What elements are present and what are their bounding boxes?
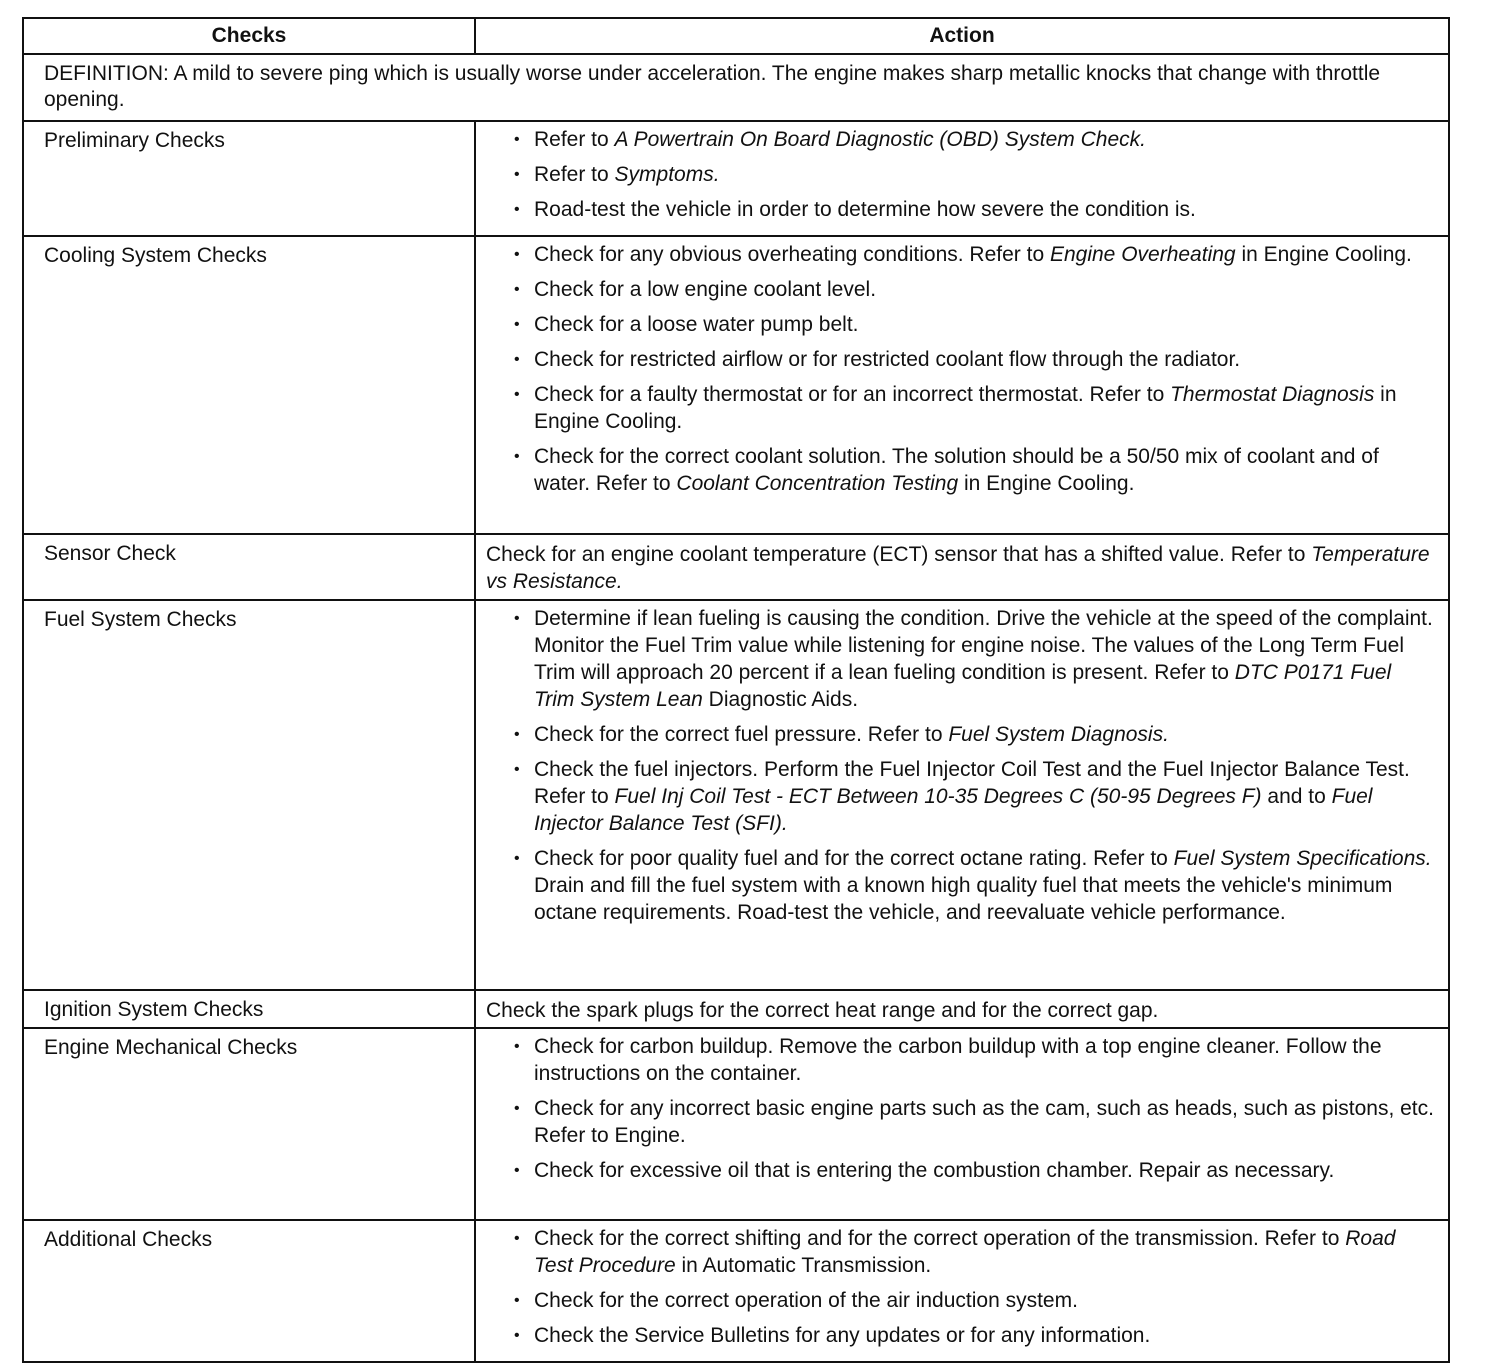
reference-link-text: Engine Overheating xyxy=(1049,243,1236,266)
action-item xyxy=(534,605,1436,713)
action-item xyxy=(534,1287,1436,1314)
reference-link-text: Road Test Procedure xyxy=(534,1227,1396,1277)
action-item xyxy=(534,443,1436,497)
text-segment: Diagnostic Aids. xyxy=(702,688,859,711)
reference-link-text: Fuel System Diagnosis. xyxy=(948,723,1169,746)
action-item xyxy=(534,1157,1436,1184)
text-segment: in Automatic Transmission. xyxy=(675,1254,932,1277)
text-segment: Check the spark plugs for the correct heat range and for the correct gap. xyxy=(486,999,1159,1022)
action-item xyxy=(534,721,1436,748)
text-segment: Check the fuel injectors. Perform the Fuel Injector Coil Test and the Fuel Injector Balance Test. Refer to xyxy=(534,758,1410,808)
text-segment: Check for a loose water pump belt. xyxy=(534,313,859,336)
text-segment: Check for an engine coolant temperature (ECT) sensor that has a shifted value. Refer to xyxy=(486,543,1312,566)
action-item xyxy=(534,126,1436,153)
action-list xyxy=(476,237,1448,509)
action-list xyxy=(476,1029,1448,1196)
table-row xyxy=(23,1220,1449,1362)
action-cell xyxy=(475,1028,1449,1220)
text-segment: in Engine Cooling. xyxy=(534,383,1397,433)
text-segment: Drain and fill the fuel system with a known high quality fuel that meets the vehicle's minimum octane requirements. Road-test the vehicle, and reevaluate vehicle performance. xyxy=(534,874,1393,924)
action-list xyxy=(476,1221,1448,1361)
reference-link-text: Temperature vs Resistance. xyxy=(486,543,1430,593)
action-header: Action xyxy=(475,18,1449,54)
reference-link-text: Thermostat Diagnosis xyxy=(1170,383,1375,406)
action-cell xyxy=(475,990,1449,1028)
table-row xyxy=(23,600,1449,990)
table-row xyxy=(23,236,1449,534)
action-cell xyxy=(475,236,1449,534)
text-segment: in Engine Cooling. xyxy=(958,472,1135,495)
action-list xyxy=(476,601,1448,938)
text-segment: Check for a low engine coolant level. xyxy=(534,278,877,301)
text-segment: Determine if lean fueling is causing the condition. Drive the vehicle at the speed of the complaint. Monitor the Fuel Trim value while listening for engine noise. The values of the Long Term Fuel Trim will approach 20 percent if a lean fueling condition is present. Refer to xyxy=(534,607,1433,684)
action-cell xyxy=(475,121,1449,236)
text-segment: and to xyxy=(1261,785,1332,808)
action-item xyxy=(534,1033,1436,1087)
text-segment: Check for the correct fuel pressure. Refer to xyxy=(534,723,949,746)
text-segment: Check for the correct shifting and for the correct operation of the transmission. Refer to xyxy=(534,1227,1346,1250)
reference-link-text: DTC P0171 Fuel Trim System Lean xyxy=(534,661,1392,711)
reference-link-text: Fuel System Specifications. xyxy=(1173,847,1432,870)
action-item xyxy=(534,756,1436,837)
check-name: Ignition System Checks xyxy=(23,990,475,1028)
text-segment: in Engine Cooling. xyxy=(1235,243,1412,266)
action-item xyxy=(534,311,1436,338)
text-segment: Check for restricted airflow or for restricted coolant flow through the radiator. xyxy=(534,348,1241,371)
text-segment: Check for a faulty thermostat or for an incorrect thermostat. Refer to xyxy=(534,383,1171,406)
action-item xyxy=(534,845,1436,926)
check-name: Preliminary Checks xyxy=(23,121,475,236)
table-row xyxy=(23,1028,1449,1220)
text-segment: Refer to xyxy=(534,128,615,151)
reference-link-text: Fuel Injector Balance Test (SFI). xyxy=(534,785,1373,835)
action-cell xyxy=(475,600,1449,990)
text-segment: Check for any obvious overheating conditions. Refer to xyxy=(534,243,1050,266)
check-name: Sensor Check xyxy=(23,534,475,600)
text-segment: Check for the correct coolant solution. The solution should be a 50/50 mix of coolant and of water. Refer to xyxy=(534,445,1379,495)
text-segment: Check for excessive oil that is entering the combustion chamber. Repair as necessary. xyxy=(534,1159,1335,1182)
text-segment: Check for the correct operation of the air induction system. xyxy=(534,1289,1078,1312)
header-row xyxy=(23,18,1449,54)
reference-link-text: A Powertrain On Board Diagnostic (OBD) System Check. xyxy=(614,128,1146,151)
action-cell xyxy=(475,1220,1449,1362)
text-segment: Check for any incorrect basic engine parts such as the cam, such as heads, such as pistons, etc. Refer to Engine. xyxy=(534,1097,1434,1147)
definition-row xyxy=(23,54,1449,121)
text-segment: Road-test the vehicle in order to determine how severe the condition is. xyxy=(534,198,1196,221)
action-item xyxy=(534,1095,1436,1149)
action-item xyxy=(534,276,1436,303)
text-segment: Refer to xyxy=(534,163,615,186)
text-segment: Check for poor quality fuel and for the correct octane rating. Refer to xyxy=(534,847,1174,870)
symptom-table xyxy=(22,17,1450,1363)
table-row xyxy=(23,990,1449,1028)
reference-link-text: Coolant Concentration Testing xyxy=(676,472,959,495)
table-row xyxy=(23,121,1449,236)
definition-text: DEFINITION: A mild to severe ping which is usually worse under acceleration. The engine makes sharp metallic knocks that change with throttle opening. xyxy=(23,54,1449,121)
action-item xyxy=(534,161,1436,188)
text-segment: Check for carbon buildup. Remove the carbon buildup with a top engine cleaner. Follow the instructions on the container. xyxy=(534,1035,1382,1085)
checks-header: Checks xyxy=(23,18,475,54)
action-text xyxy=(476,535,1448,595)
check-name: Engine Mechanical Checks xyxy=(23,1028,475,1220)
action-list xyxy=(476,122,1448,235)
check-name: Additional Checks xyxy=(23,1220,475,1362)
check-name: Cooling System Checks xyxy=(23,236,475,534)
action-item xyxy=(534,1322,1436,1349)
action-item xyxy=(534,196,1436,223)
action-item xyxy=(534,381,1436,435)
text-segment: Check the Service Bulletins for any updates or for any information. xyxy=(534,1324,1151,1347)
action-item xyxy=(534,1225,1436,1279)
action-item xyxy=(534,346,1436,373)
action-item xyxy=(534,241,1436,268)
reference-link-text: Fuel Inj Coil Test - ECT Between 10-35 Degrees C (50-95 Degrees F) xyxy=(614,785,1262,808)
table-row xyxy=(23,534,1449,600)
check-name: Fuel System Checks xyxy=(23,600,475,990)
action-cell xyxy=(475,534,1449,600)
action-text xyxy=(476,991,1448,1024)
reference-link-text: Symptoms. xyxy=(614,163,720,186)
